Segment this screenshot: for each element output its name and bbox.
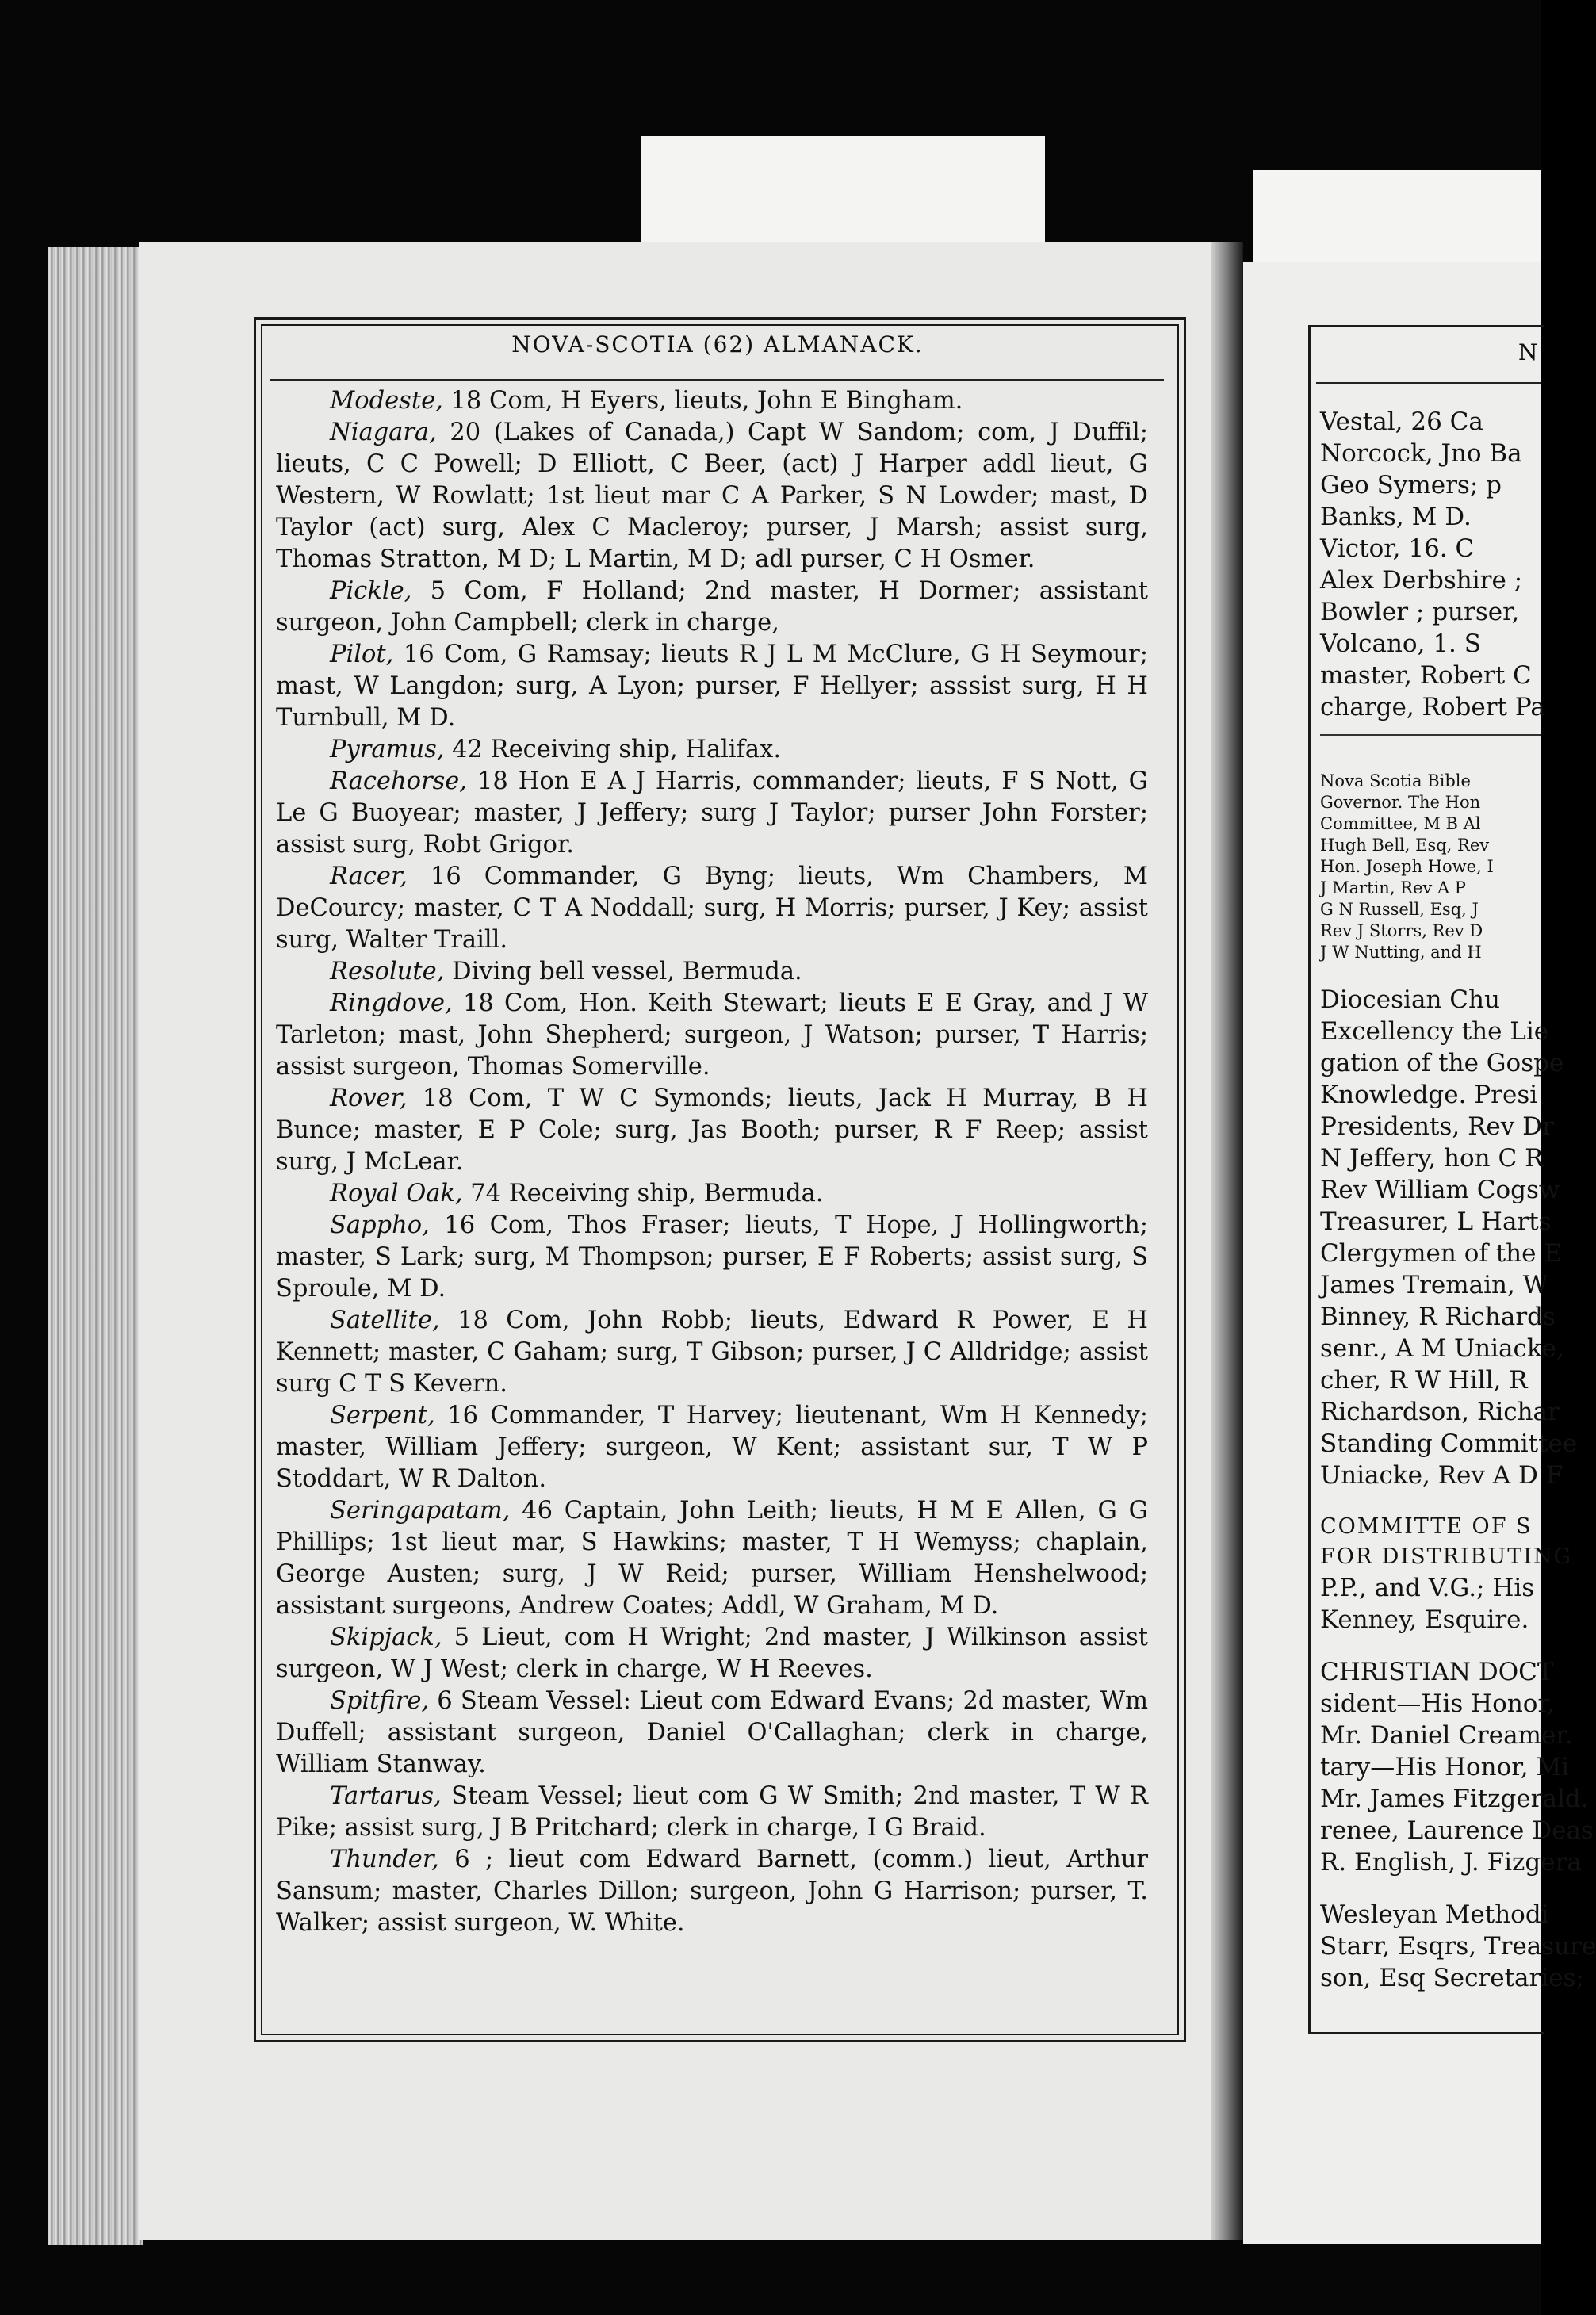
ship-details: 42 Receiving ship, Halifax. [444, 736, 782, 763]
ship-name: Pickle, [330, 577, 412, 605]
ship-entry [276, 639, 1148, 734]
ship-entry [276, 1083, 1148, 1178]
ship-name: Seringapatam, [330, 1497, 511, 1525]
ship-name: Sappho, [330, 1211, 430, 1239]
right-text-line: James Tremain, W [1320, 1271, 1548, 1299]
right-text-line: CHRISTIAN DOCT [1320, 1658, 1554, 1686]
right-text-line: Banks, M D. [1320, 503, 1472, 531]
spacer [1320, 1636, 1541, 1656]
ship-entry [276, 861, 1148, 956]
right-text-line: Presidents, Rev Dr [1320, 1112, 1554, 1141]
ship-details: 18 Com, John Robb; lieuts, Edward R Power, E H Kennett; master, C Gaham; surg, T Gibson; purser, J C Alldridge; assist surg C T S Kevern. [276, 1307, 1148, 1398]
ship-details: 16 Commander, T Harvey; lieutenant, Wm H Kennedy; master, William Jeffery; surgeon, W Kent; assistant sur, T W P Stoddart, W R Dalton. [276, 1402, 1148, 1493]
ship-entry [276, 1178, 1148, 1210]
ship-details: 6 ; lieut com Edward Barnett, (comm.) lieut, Arthur Sansum; master, Charles Dillon; surgeon, John G Harrison; purser, T. Walker; assist surgeon, W. White. [276, 1846, 1148, 1937]
ship-list [276, 385, 1148, 1939]
ship-name: Spitfire, [330, 1687, 430, 1715]
right-small-line: Rev J Storrs, Rev D [1320, 921, 1483, 940]
ship-name: Niagara, [330, 419, 437, 446]
ship-entry [276, 766, 1148, 861]
section-rule [1320, 734, 1541, 736]
ship-name: Pilot, [330, 641, 394, 668]
ship-entry [276, 988, 1148, 1083]
right-text-line: N Jeffery, hon C R [1320, 1144, 1544, 1173]
right-text-line: Standing Committee [1320, 1429, 1578, 1458]
right-text-line: Diocesian Chu [1320, 985, 1500, 1014]
spacer [1320, 963, 1541, 984]
right-text-line: Alex Derbshire ; [1320, 566, 1523, 595]
ship-entry [276, 1210, 1148, 1305]
right-text-line: Knowledge. Presi [1320, 1081, 1538, 1109]
right-text-line: Wesleyan Methodi [1320, 1900, 1549, 1929]
right-small-line: Hugh Bell, Esq, Rev [1320, 836, 1490, 855]
paper-slip [641, 136, 1045, 255]
right-text-line: Volcano, 1. S [1320, 629, 1481, 658]
spacer [1320, 1878, 1541, 1899]
ship-details: 16 Com, G Ramsay; lieuts R J L M McClure, G H Seymour; mast, W Langdon; surg, A Lyon; purser, F Hellyer; asssist surg, H H Turnbull, M D. [276, 641, 1148, 732]
ship-details: 18 Com, T W C Symonds; lieuts, Jack H Murray, B H Bunce; master, E P Cole; surg, Jas Booth; purser, R F Reep; assist surg, J McLear. [276, 1085, 1148, 1176]
ship-entry [276, 417, 1148, 576]
ship-details: 46 Captain, John Leith; lieuts, H M E Allen, G G Phillips; 1st lieut mar, S Hawkins; master, T H Wemyss; chaplain, George Austen; surg, J W Reid; purser, William Henshelwood; assistant surgeons, Andrew Coates; Addl, W Graham, M D. [276, 1497, 1148, 1620]
ship-name: Ringdove, [330, 989, 453, 1017]
ship-name: Thunder, [330, 1846, 439, 1873]
right-small-line: J Martin, Rev A P [1320, 878, 1466, 897]
ship-name: Racer, [330, 863, 408, 890]
ship-name: Royal Oak, [330, 1180, 463, 1207]
right-caps-line: COMMITTE OF S [1320, 1514, 1533, 1539]
right-text-line: Geo Symers; p [1320, 471, 1502, 499]
ship-details: 5 Lieut, com H Wright; 2nd master, J Wilkinson assist surgeon, W J West; clerk in charge, W H Reeves. [276, 1624, 1148, 1683]
right-text-line: Victor, 16. C [1320, 534, 1475, 563]
ship-details: 16 Com, Thos Fraser; lieuts, T Hope, J Hollingworth; master, S Lark; surg, M Thompson; purser, E F Roberts; assist surg, S Sproule, M D. [276, 1211, 1148, 1303]
right-text-line: Richardson, Richar [1320, 1398, 1560, 1426]
right-text-line: Excellency the Lie [1320, 1017, 1549, 1046]
header-rule [270, 379, 1164, 381]
right-small-line: Nova Scotia Bible [1320, 771, 1471, 790]
right-text-line: tary—His Honor, Mi [1320, 1753, 1570, 1781]
ship-entry [276, 956, 1148, 988]
right-small-line: G N Russell, Esq, J [1320, 900, 1479, 919]
ship-name: Tartarus, [330, 1782, 442, 1810]
spacer [1320, 1491, 1541, 1512]
right-text-line: P.P., and V.G.; His [1320, 1574, 1535, 1602]
right-text-line: Binney, R Richards [1320, 1303, 1556, 1331]
right-column [1320, 406, 1596, 1994]
right-caps-line: FOR DISTRIBUTING [1320, 1544, 1573, 1569]
right-text-line: Mr. Daniel Creamer. [1320, 1721, 1573, 1750]
right-text-line: Kenney, Esquire. [1320, 1605, 1529, 1634]
right-running-head: N [1518, 339, 1538, 365]
ship-name: Racehorse, [330, 767, 467, 795]
right-text-line: Vestal, 26 Ca [1320, 408, 1483, 436]
ship-name: Rover, [330, 1085, 408, 1112]
right-text-line: senr., A M Uniacke, [1320, 1334, 1564, 1363]
ship-entry [276, 1686, 1148, 1781]
right-small-line: Committee, M B Al [1320, 814, 1481, 833]
paper-slip-right [1253, 170, 1541, 266]
ship-details: Diving bell vessel, Bermuda. [444, 958, 802, 985]
ship-details: 20 (Lakes of Canada,) Capt W Sandom; com, J Duffil; lieuts, C C Powell; D Elliott, C Beer, (act) J Harper addl lieut, G Western, W Rowlatt; 1st lieut mar C A Parker, S N Lowder; mast, D Taylor (act) surg, Alex C Macleroy; purser, J Marsh; assist surg, Thomas Stratton, M D; L Martin, M D; adl purser, C H Osmer. [276, 419, 1148, 573]
ship-details: Steam Vessel; lieut com G W Smith; 2nd master, T W R Pike; assist surg, J B Pritchard; clerk in charge, I G Braid. [276, 1782, 1148, 1842]
ship-name: Pyramus, [330, 736, 445, 763]
right-text-line: Bowler ; purser, [1320, 598, 1520, 626]
right-text-line: Mr. James Fitzgerald. [1320, 1785, 1589, 1813]
running-head: NOVA-SCOTIA (62) ALMANACK. [511, 331, 924, 358]
right-text-line: cher, R W Hill, R [1320, 1366, 1528, 1395]
ship-entry [276, 1781, 1148, 1844]
ship-entry [276, 1495, 1148, 1622]
ship-entry [276, 1622, 1148, 1686]
ship-details: 5 Com, F Holland; 2nd master, H Dormer; assistant surgeon, John Campbell; clerk in charge, [276, 577, 1148, 637]
ship-entry [276, 385, 1148, 417]
right-text-line: Clergymen of the E [1320, 1239, 1562, 1268]
right-small-line: J W Nutting, and H [1320, 943, 1482, 962]
ship-entry [276, 1844, 1148, 1939]
book-gutter [1211, 242, 1243, 2240]
right-text-line: Uniacke, Rev A D F [1320, 1461, 1563, 1490]
ship-details: 18 Hon E A J Harris, commander; lieuts, F S Nott, G Le G Buoyear; master, J Jeffery; surg J Taylor; purser John Forster; assist surg, Robt Grigor. [276, 767, 1148, 859]
right-text-line: Rev William Cogsw [1320, 1176, 1560, 1204]
right-text-line: Treasurer, L Harts [1320, 1207, 1552, 1236]
ship-details: 18 Com, H Eyers, lieuts, John E Bingham. [442, 387, 963, 415]
right-text-line: Norcock, Jno Ba [1320, 439, 1522, 468]
right-text-line: master, Robert C [1320, 661, 1532, 690]
ship-details: 6 Steam Vessel: Lieut com Edward Evans; 2d master, Wm Duffell; assistant surgeon, Daniel O'Callaghan; clerk in charge, William Stanway. [276, 1687, 1148, 1778]
ship-name: Satellite, [330, 1307, 440, 1334]
ship-details: 16 Commander, G Byng; lieuts, Wm Chambers, M DeCourcy; master, C T A Noddall; surg, H Morris; purser, J Key; assist surg, Walter Traill. [276, 863, 1148, 954]
ship-name: Resolute, [330, 958, 445, 985]
right-text-line: sident—His Honor, [1320, 1689, 1555, 1718]
right-header-rule [1316, 382, 1541, 384]
ship-details: 18 Com, Hon. Keith Stewart; lieuts E E Gray, and J W Tarleton; mast, John Shepherd; surgeon, J Watson; purser, T Harris; assist surgeon, Thomas Somerville. [276, 989, 1148, 1081]
right-text-line: Starr, Esqrs, Treasure [1320, 1932, 1596, 1961]
right-text-line: gation of the Gospe [1320, 1049, 1564, 1077]
ship-name: Modeste, [330, 387, 443, 415]
ship-entry [276, 1305, 1148, 1400]
ship-entry [276, 1400, 1148, 1495]
page-edges [48, 247, 143, 2245]
right-text-line: renee, Laurence Deas [1320, 1816, 1594, 1845]
ship-entry [276, 576, 1148, 639]
right-text-line: son, Esq Secretaries; [1320, 1964, 1584, 1992]
right-text-line: charge, Robert Pa [1320, 693, 1545, 721]
ship-name: Skipjack, [330, 1624, 442, 1651]
right-small-line: Governor. The Hon [1320, 793, 1481, 812]
right-small-line: Hon. Joseph Howe, I [1320, 857, 1494, 876]
ship-name: Serpent, [330, 1402, 435, 1429]
ship-entry [276, 734, 1148, 766]
right-text-line: R. English, J. Fizgera [1320, 1848, 1582, 1877]
ship-details: 74 Receiving ship, Bermuda. [462, 1180, 824, 1207]
spacer [1320, 750, 1541, 771]
